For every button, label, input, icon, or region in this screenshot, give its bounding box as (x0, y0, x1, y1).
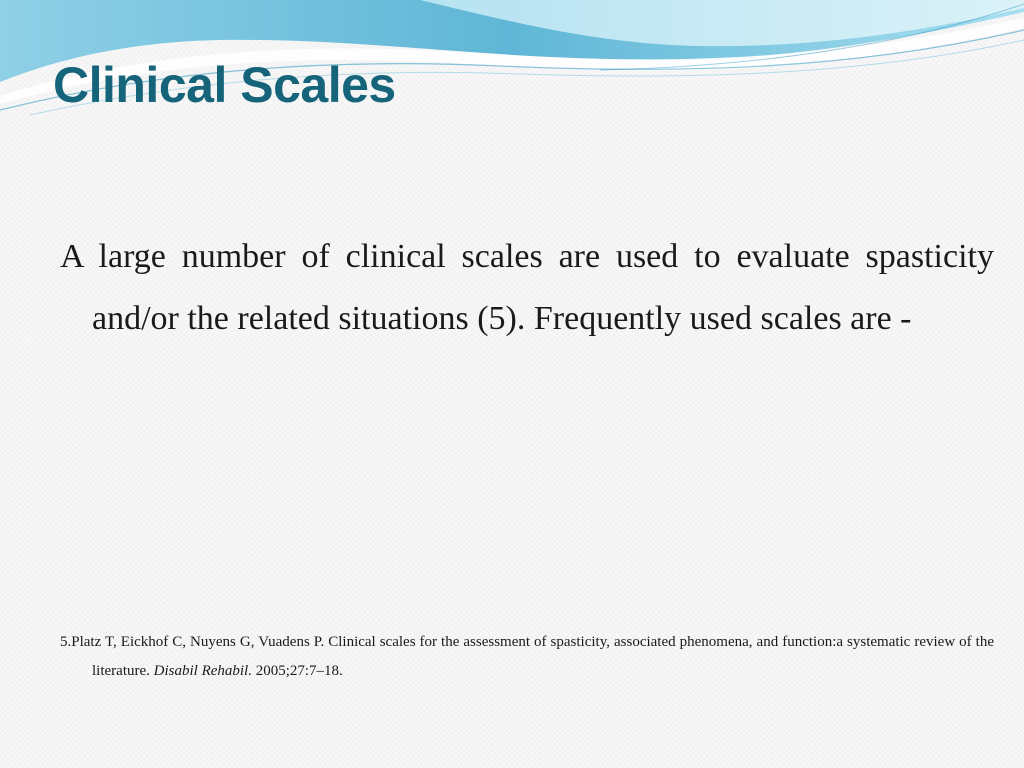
citation-details: 2005;27:7–18. (255, 663, 343, 679)
body-paragraph: A large number of clinical scales are used to evaluate spasticity and/or the related situations (5). Frequently used scales are - (60, 238, 994, 337)
citation-journal: Disabil Rehabil. (153, 663, 252, 679)
slide-title: Clinical Scales (53, 57, 396, 113)
reference-citation (60, 628, 994, 686)
citation-text: 5.Platz T, Eickhof C, Nuyens G, Vuadens P. Clinical scales for the assessment of spasticity, associated phenomena, and function:a systematic review of the literature. (60, 634, 994, 679)
